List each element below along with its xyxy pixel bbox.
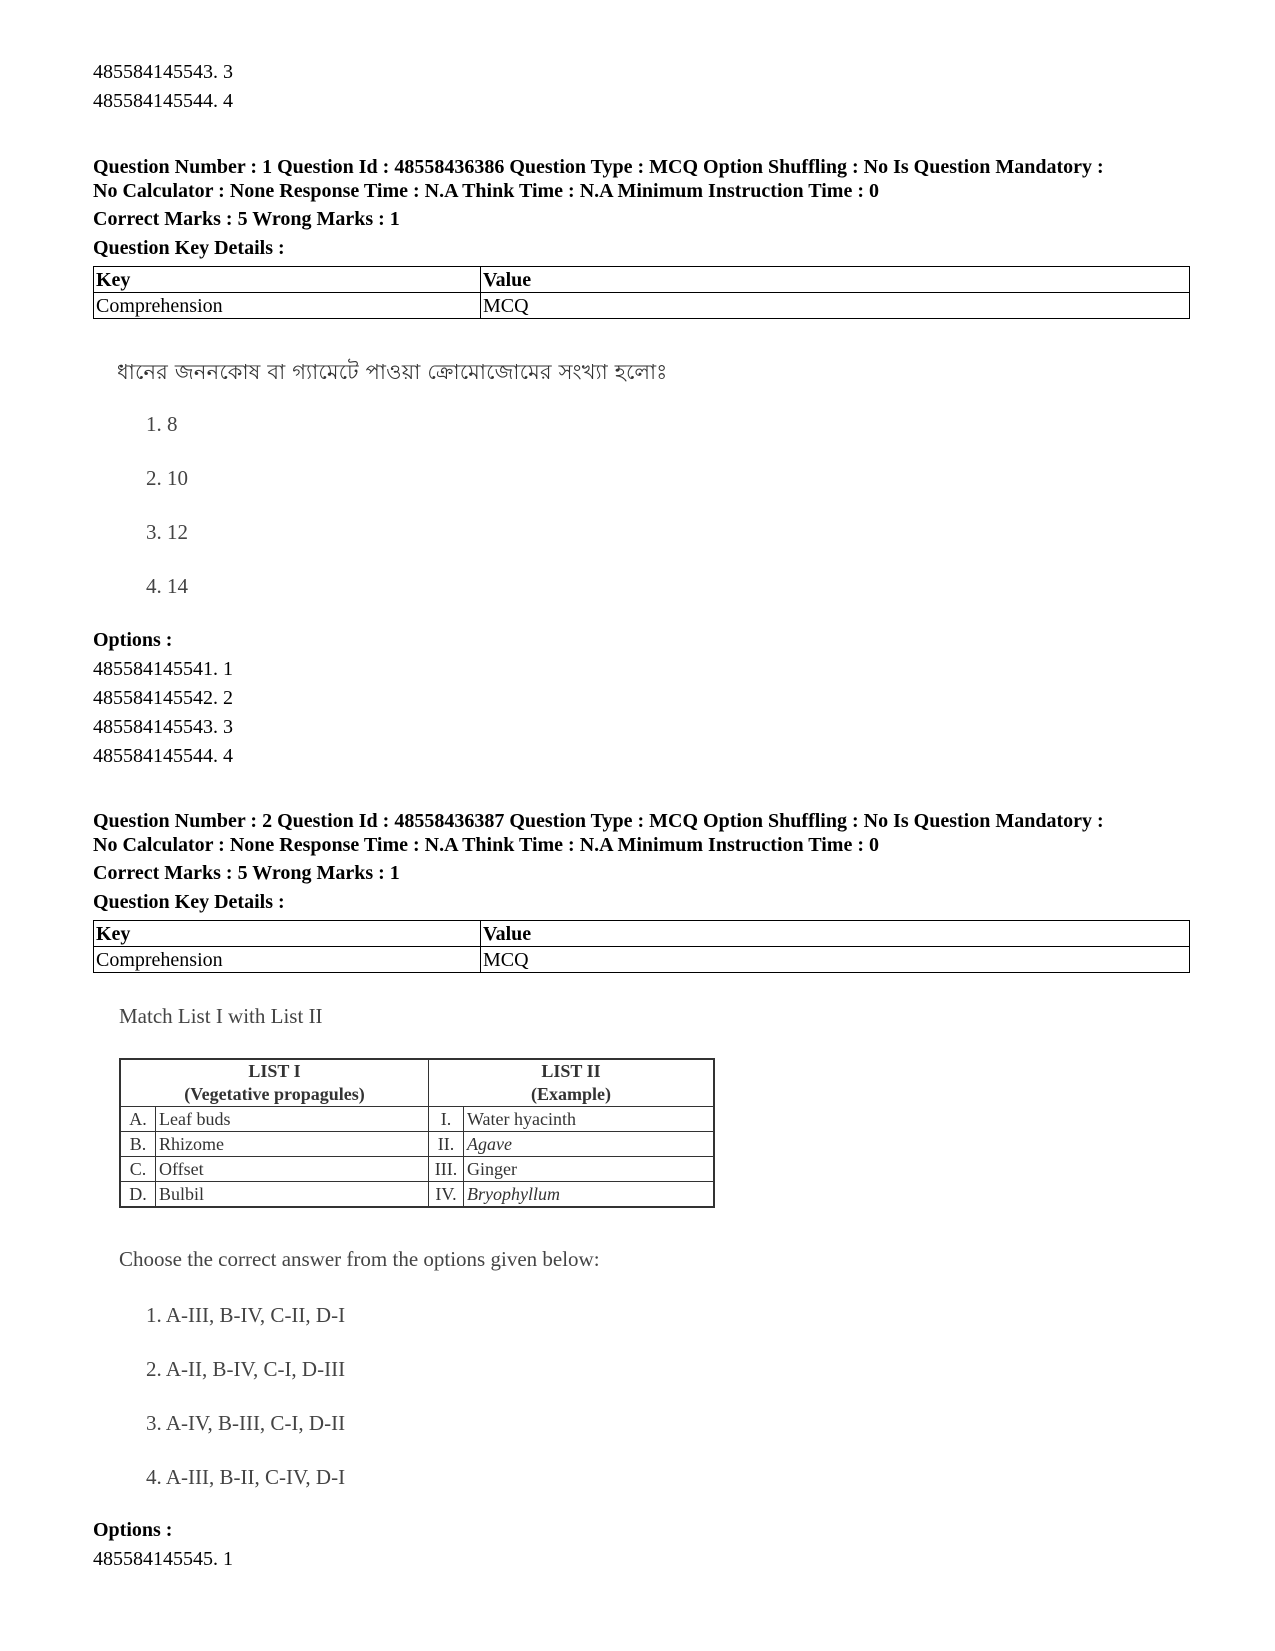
list-2-header — [429, 1059, 715, 1107]
list-1-letter: A. — [120, 1107, 156, 1132]
list-1-subtitle: (Vegetative propagules) — [184, 1084, 365, 1104]
key-header: Key — [94, 921, 481, 947]
list-1-item: Bulbil — [156, 1182, 429, 1208]
question-1-key-table — [93, 266, 1190, 319]
list-2-example: Water hyacinth — [464, 1107, 715, 1132]
question-2-instruction: Choose the correct answer from the options given below: — [119, 1247, 600, 1271]
value-header: Value — [481, 267, 1190, 293]
question-1-header-line-2: No Calculator : None Response Time : N.A Think Time : N.A Minimum Instruction Time : 0 — [93, 180, 879, 202]
list-2-numeral: II. — [429, 1132, 464, 1157]
question-2-intro: Match List I with List II — [119, 1004, 323, 1028]
key-cell: Comprehension — [94, 947, 481, 973]
question-1-choice: 3. 12 — [146, 520, 188, 544]
table-row — [120, 1107, 714, 1132]
list-1-letter: B. — [120, 1132, 156, 1157]
list-2-example: Ginger — [464, 1157, 715, 1182]
list-2-subtitle: (Example) — [531, 1084, 611, 1104]
question-2-header-line-1: Question Number : 2 Question Id : 48558436387 Question Type : MCQ Option Shuffling : No Is Question Mandatory : — [93, 810, 1104, 832]
option-line: 485584145543. 3 — [93, 716, 233, 738]
question-2-options-label: Options : — [93, 1519, 173, 1541]
question-2-marks: Correct Marks : 5 Wrong Marks : 1 — [93, 862, 400, 884]
list-1-title: LIST I — [248, 1061, 301, 1081]
option-line: 485584145544. 4 — [93, 745, 233, 767]
value-cell: MCQ — [481, 947, 1190, 973]
question-2-key-table — [93, 920, 1190, 973]
key-cell: Comprehension — [94, 293, 481, 319]
question-1-key-details-label: Question Key Details : — [93, 237, 285, 259]
question-2-choice: 2. A-II, B-IV, C-I, D-III — [146, 1357, 346, 1381]
question-2-choice: 4. A-III, B-II, C-IV, D-I — [146, 1465, 346, 1489]
list-1-item: Rhizome — [156, 1132, 429, 1157]
value-header: Value — [481, 921, 1190, 947]
list-1-letter: C. — [120, 1157, 156, 1182]
option-line: 485584145545. 1 — [93, 1548, 233, 1570]
question-2-choice: 1. A-III, B-IV, C-II, D-I — [146, 1303, 346, 1327]
key-header: Key — [94, 267, 481, 293]
list-1-item: Leaf buds — [156, 1107, 429, 1132]
list-2-example: Agave — [464, 1132, 715, 1157]
question-1-options-label: Options : — [93, 629, 173, 651]
question-1-header-line-1: Question Number : 1 Question Id : 48558436386 Question Type : MCQ Option Shuffling : No Is Question Mandatory : — [93, 156, 1104, 178]
option-line: 485584145543. 3 — [93, 61, 233, 83]
table-row — [120, 1132, 714, 1157]
question-1-marks: Correct Marks : 5 Wrong Marks : 1 — [93, 208, 400, 230]
question-1-text: ধানের জননকোষ বা গ্যামেটে পাওয়া ক্রোমোজোমের সংখ্যা হলোঃ — [117, 360, 668, 384]
list-1-letter: D. — [120, 1182, 156, 1208]
list-2-numeral: I. — [429, 1107, 464, 1132]
option-line: 485584145542. 2 — [93, 687, 233, 709]
question-1-choice: 1. 8 — [146, 412, 178, 436]
list-2-numeral: III. — [429, 1157, 464, 1182]
table-row — [120, 1182, 714, 1208]
option-line: 485584145544. 4 — [93, 90, 233, 112]
list-2-numeral: IV. — [429, 1182, 464, 1208]
table-row — [120, 1157, 714, 1182]
list-1-item: Offset — [156, 1157, 429, 1182]
value-cell: MCQ — [481, 293, 1190, 319]
question-2-key-details-label: Question Key Details : — [93, 891, 285, 913]
question-1-choice: 4. 14 — [146, 574, 188, 598]
question-2-header-line-2: No Calculator : None Response Time : N.A Think Time : N.A Minimum Instruction Time : 0 — [93, 834, 879, 856]
question-1-choice: 2. 10 — [146, 466, 188, 490]
match-list-table — [119, 1058, 715, 1208]
question-2-choice: 3. A-IV, B-III, C-I, D-II — [146, 1411, 346, 1435]
option-line: 485584145541. 1 — [93, 658, 233, 680]
list-2-example: Bryophyllum — [464, 1182, 715, 1208]
list-2-title: LIST II — [541, 1061, 601, 1081]
list-1-header — [120, 1059, 429, 1107]
